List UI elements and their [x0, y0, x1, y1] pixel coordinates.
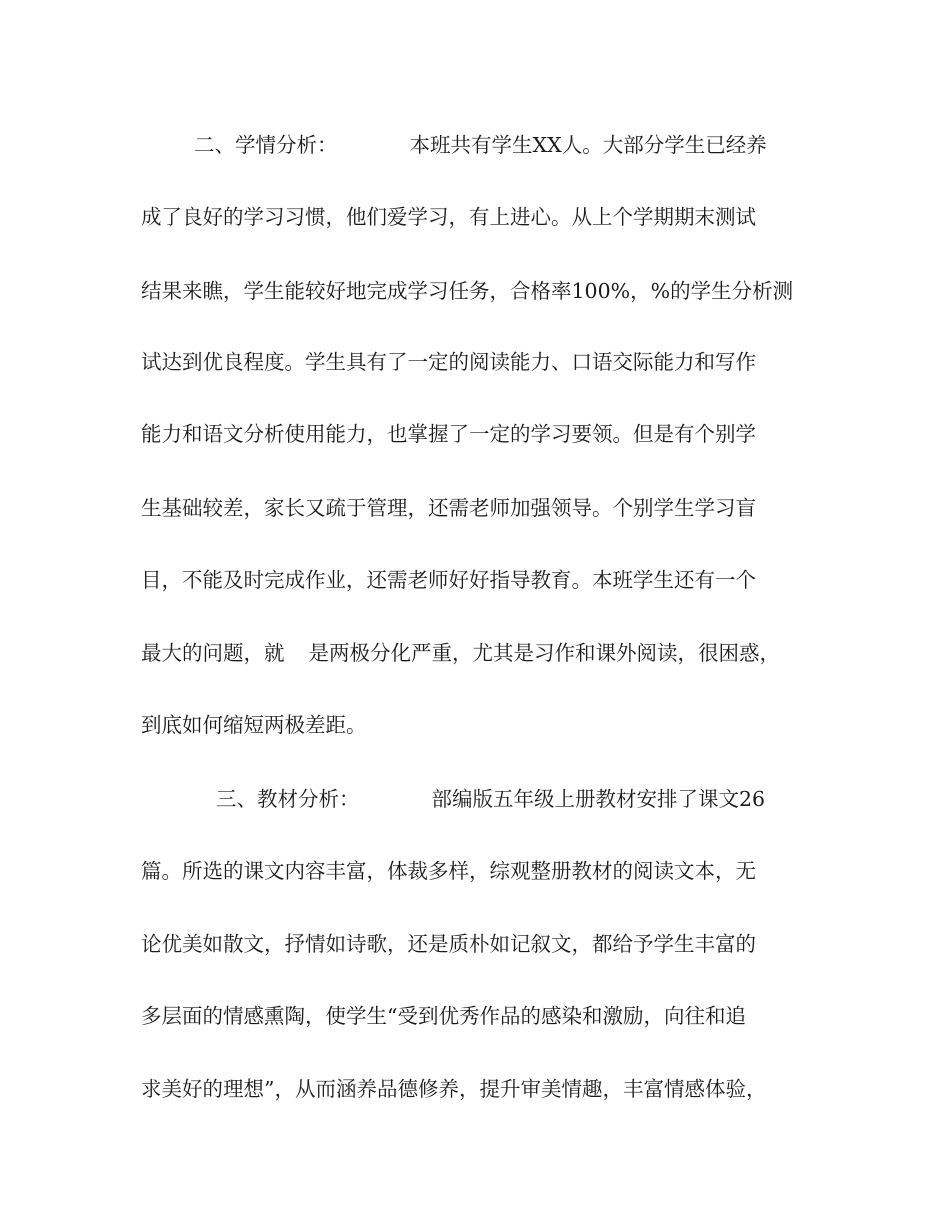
paragraph-line: 目，不能及时完成作业，还需老师好好指导教育。本班学生还有一个 [141, 568, 756, 592]
section-2-heading: 二、学情分析： [194, 133, 338, 157]
paragraph-line: 论优美如散文，抒情如诗歌，还是质朴如记叙文，都给予学生丰富的 [141, 932, 756, 956]
section-2-first-line [194, 131, 874, 159]
section-2-lead-text: 本班共有学生XX人。大部分学生已经养 [409, 133, 767, 157]
paragraph-line: 生基础较差，家长又疏于管理，还需老师加强领导。个别学生学习盲 [141, 496, 756, 520]
line-part-after-gap: 是两极分化严重，尤其是习作和课外阅读，很困惑， [308, 641, 780, 665]
paragraph-line: 试达到优良程度。学生具有了一定的阅读能力、口语交际能力和写作 [141, 350, 756, 374]
paragraph-line: 多层面的情感熏陶，使学生“受到优秀作品的感染和激励，向往和追 [141, 1004, 746, 1028]
paragraph-line-with-gap [141, 639, 821, 667]
section-3-lead-text: 部编版五年级上册教材安排了课文26 [431, 787, 766, 811]
paragraph-line: 成了良好的学习习惯，他们爱学习，有上进心。从上个学期期末测试 [141, 205, 756, 229]
paragraph-line: 求美好的理想”，从而涵养品德修养，提升审美情趣，丰富情感体验， [141, 1077, 767, 1101]
section-3-heading: 三、教材分析： [216, 787, 360, 811]
line-part-before-gap: 最大的问题，就 [141, 641, 285, 665]
paragraph-line: 篇。所选的课文内容丰富，体裁多样，综观整册教材的阅读文本，无 [141, 859, 756, 883]
paragraph-line: 结果来瞧，学生能较好地完成学习任务，合格率100%，%的学生分析测 [141, 279, 794, 303]
section-3-first-line [216, 785, 896, 813]
paragraph-last-line: 到底如何缩短两极差距。 [141, 713, 367, 737]
paragraph-line: 能力和语文分析使用能力，也掌握了一定的学习要领。但是有个别学 [141, 422, 756, 446]
